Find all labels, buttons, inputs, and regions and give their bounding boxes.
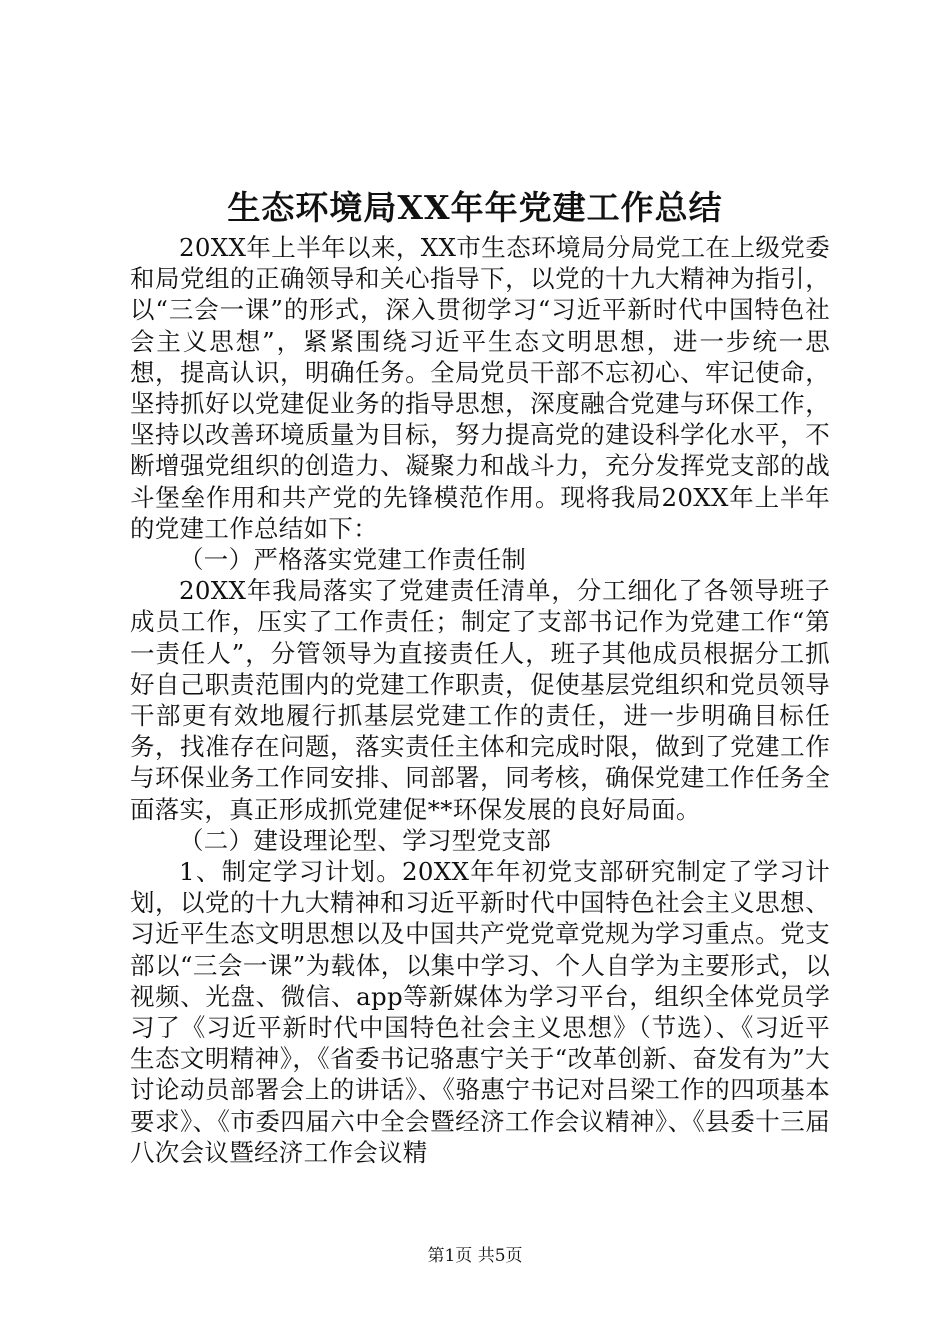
document-body	[130, 232, 830, 1168]
page-footer: 第1页 共5页	[427, 1246, 523, 1266]
section-heading-2: （二）建设理论型、学习型党支部	[179, 825, 551, 855]
section-1-paragraph: 20XX年我局落实了党建责任清单，分工细化了各领导班子成员工作，压实了工作责任；制定了支部书记作为党建工作“第一责任人”，分管领导为直接责任人，班子其他成员根据分工抓好自己职责范围内的党建工作职责，促使基层党组织和党员领导干部更有效地履行抓基层党建工作的责任，进一步明确目标任务，找准存在问题，落实责任主体和完成时限，做到了党建工作与环保业务工作同安排、同部署，同考核，确保党建工作任务全面落实，真正形成抓党建促**环保发展的良好局面。	[130, 576, 831, 824]
section-heading-1: （一）严格落实党建工作责任制	[179, 545, 527, 575]
intro-paragraph: 20XX年上半年以来，XX市生态环境局分局党工在上级党委和局党组的正确领导和关心指导下，以党的十九大精神为指引，以“三会一课”的形式，深入贯彻学习“习近平新时代中国特色社会主义思想”，紧紧围绕习近平生态文明思想，进一步统一思想，提高认识，明确任务。全局党员干部不忘初心、牢记使命，坚持抓好以党建促业务的指导思想，深度融合党建与环保工作，坚持以改善环境质量为目标，努力提高党的建设科学化水平，不断增强党组织的创造力、凝聚力和战斗力，充分发挥党支部的战斗堡垒作用和共产党的先锋模范作用。现将我局20XX年上半年的党建工作总结如下：	[130, 233, 830, 543]
document-title: 生态环境局XX年年党建工作总结	[227, 188, 723, 227]
section-2-paragraph: 1、制定学习计划。20XX年年初党支部研究制定了学习计划，以党的十九大精神和习近平新时代中国特色社会主义思想、习近平生态文明思想以及中国共产党党章党规为学习重点。党支部以“三会一课”为载体，以集中学习、个人自学为主要形式，以视频、光盘、微信、app等新媒体为学习平台，组织全体党员学习了《习近平新时代中国特色社会主义思想》（节选）、《习近平生态文明精神》，《省委书记骆惠宁关于“改革创新、奋发有为”大讨论动员部署会上的讲话》、《骆惠宁书记对吕梁工作的四项基本要求》、《市委四届六中全会暨经济工作会议精神》、《县委十三届八次会议暨经济工作会议精	[130, 857, 830, 1167]
